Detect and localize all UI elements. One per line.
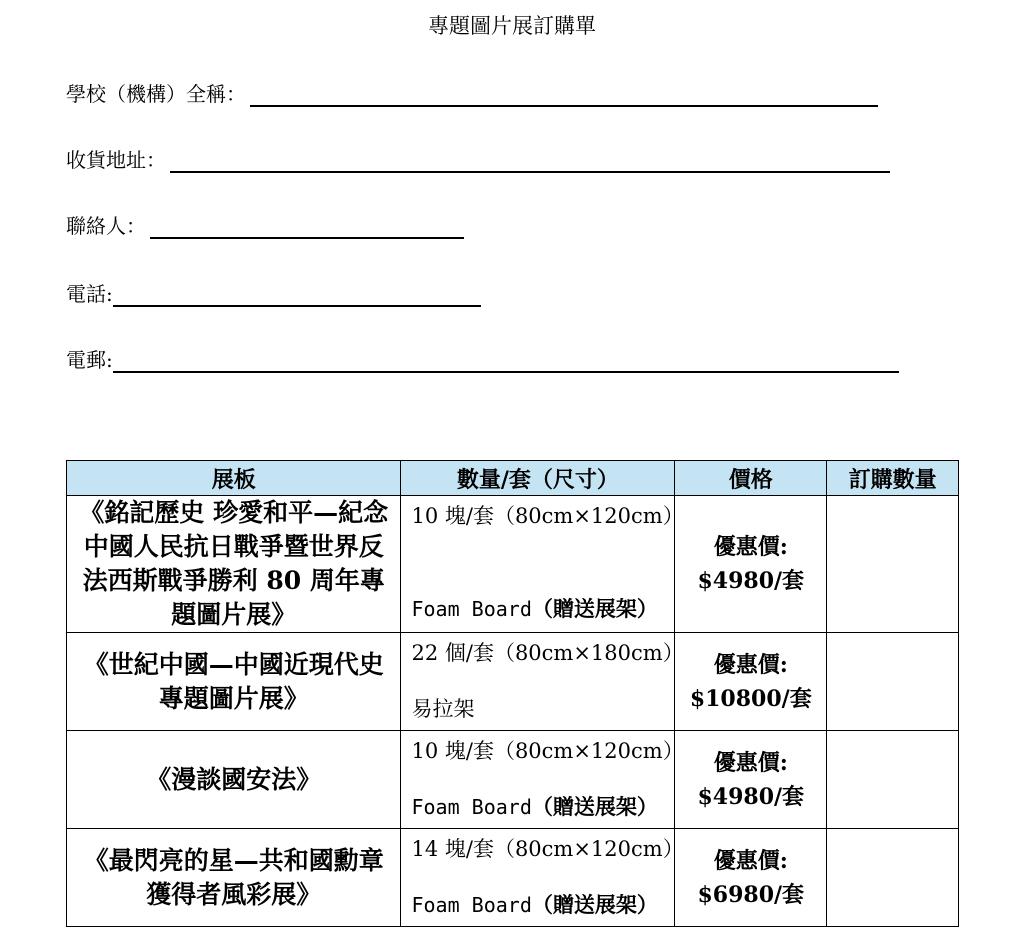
phone-field: [66, 278, 481, 307]
price-label: 優惠價:: [713, 534, 788, 560]
school-label: 學校（機構）全稱：: [66, 82, 246, 106]
material-text: Foam Board（贈送展架）: [411, 794, 658, 819]
contact-field: [66, 210, 464, 239]
header-order-qty: 訂購數量: [827, 461, 959, 496]
price-cell: [675, 633, 827, 731]
material-text: Foam Board（贈送展架）: [411, 892, 658, 917]
table-header-row: [67, 461, 959, 496]
email-field: [66, 344, 899, 373]
price-value: $4980/套: [697, 783, 805, 810]
phone-label: 電話:: [66, 282, 113, 306]
price-cell: [675, 496, 827, 633]
price-cell: [675, 829, 827, 927]
school-input-line[interactable]: [250, 81, 878, 107]
board-name-cell: 《銘記歷史 珍愛和平—紀念中國人民抗日戰爭暨世界反法西斯戰爭勝利 80 周年專題圖片展》: [67, 496, 401, 633]
qty-cell: [401, 496, 684, 633]
order-qty-cell[interactable]: [827, 633, 959, 731]
board-name-cell: 《最閃亮的星—共和國勳章獲得者風彩展》: [67, 829, 401, 927]
page-title: 專題圖片展訂購單: [428, 14, 596, 38]
order-table: [66, 460, 959, 927]
order-qty-cell[interactable]: [827, 731, 959, 829]
table-row: [67, 496, 959, 633]
address-input-line[interactable]: [170, 147, 890, 173]
order-qty-cell[interactable]: [827, 496, 959, 633]
price-label: 優惠價:: [713, 651, 788, 678]
qty-cell: [401, 731, 684, 829]
address-label: 收貨地址：: [66, 148, 166, 172]
contact-label: 聯絡人：: [66, 214, 146, 238]
price-label: 優惠價:: [713, 749, 788, 776]
phone-input-line[interactable]: [113, 281, 481, 307]
contact-input-line[interactable]: [150, 213, 464, 239]
table-row: [67, 829, 959, 927]
material-text: Foam Board（贈送展架）: [411, 596, 658, 621]
school-field: [66, 78, 878, 107]
qty-cell: [401, 633, 684, 731]
qty-text: 10 塊/套（80cm×120cm）: [411, 739, 684, 763]
email-label: 電郵:: [66, 348, 113, 372]
table-row: [67, 633, 959, 731]
price-value: $10800/套: [689, 685, 812, 712]
material-text: 易拉架: [411, 697, 475, 721]
price-label: 優惠價:: [713, 847, 788, 874]
board-name-cell: 《漫談國安法》: [67, 731, 401, 829]
header-quantity-size: 數量/套（尺寸）: [401, 461, 675, 496]
qty-text: 22 個/套（80cm×180cm）: [411, 641, 684, 665]
price-cell: [675, 731, 827, 829]
header-board: 展板: [67, 461, 401, 496]
table-row: [67, 731, 959, 829]
qty-cell: [401, 829, 684, 927]
order-qty-cell[interactable]: [827, 829, 959, 927]
qty-text: 10 塊/套（80cm×120cm）: [411, 504, 684, 528]
address-field: [66, 144, 890, 173]
price-value: $4980/套: [697, 568, 805, 594]
board-name-cell: 《世紀中國—中國近現代史專題圖片展》: [67, 633, 401, 731]
header-price: 價格: [675, 461, 827, 496]
email-input-line[interactable]: [113, 347, 899, 373]
price-value: $6980/套: [697, 881, 805, 908]
qty-text: 14 塊/套（80cm×120cm）: [411, 837, 684, 861]
